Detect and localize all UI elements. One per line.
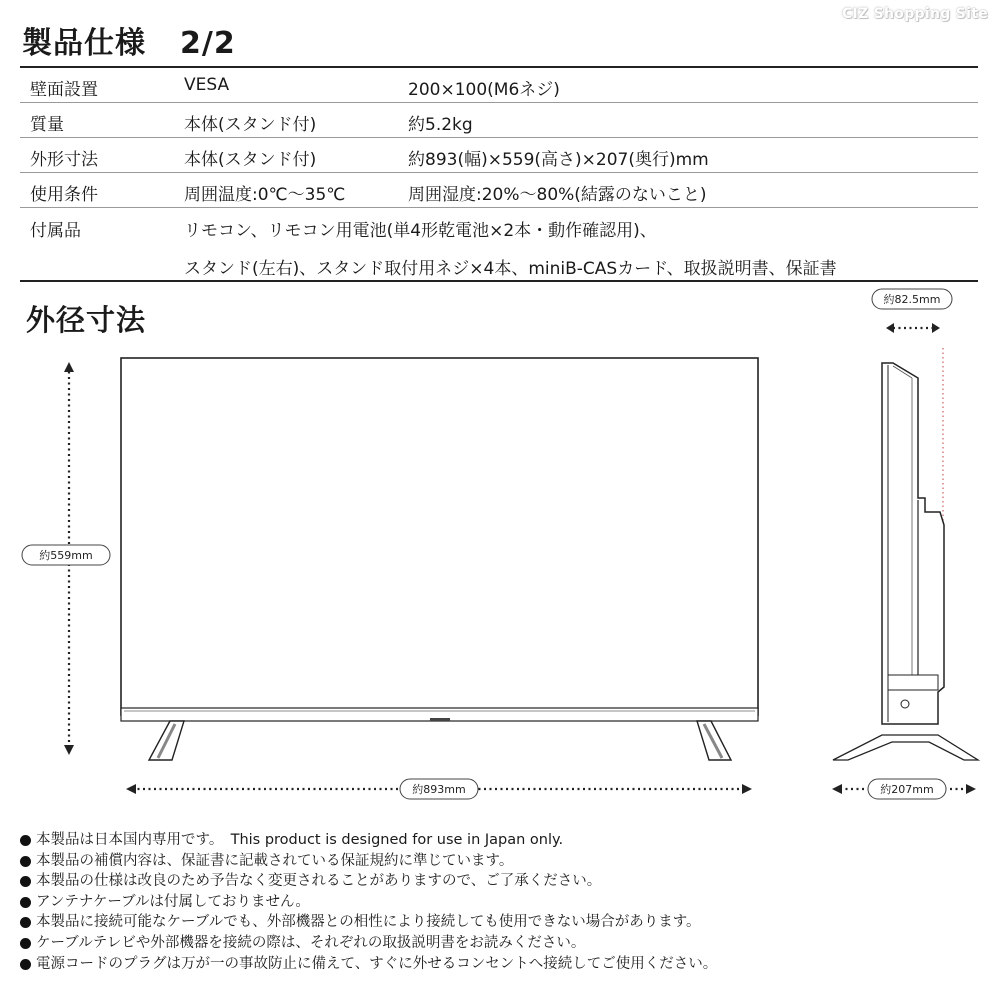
- bullet-icon: [20, 938, 31, 949]
- depth-label: 約207mm: [880, 783, 934, 796]
- spec-value: 200×100(M6ネジ): [408, 80, 560, 100]
- width-label: 約893mm: [412, 783, 466, 796]
- height-label: 約559mm: [39, 549, 93, 562]
- bullet-icon: [20, 835, 31, 846]
- bullet-icon: [20, 876, 31, 887]
- tv-side-stand: [833, 735, 978, 760]
- note-text: 本製品に接続可能なケーブルでも、外部機器との相性により接続しても使用できない場合があります。: [36, 914, 701, 931]
- note-item: [20, 954, 980, 975]
- dimensions-title: 外径寸法: [26, 303, 147, 337]
- note-text: アンテナケーブルは付属しておりません。: [36, 893, 310, 910]
- note-item: [20, 892, 980, 913]
- note-item: [20, 871, 980, 892]
- spec-value: 約893(幅)×559(高さ)×207(奥行)mm: [408, 150, 709, 170]
- spec-value: 本体(スタンド付): [184, 150, 317, 170]
- depth-dimension: [832, 779, 976, 799]
- spec-label: 壁面設置: [30, 80, 98, 100]
- spec-value: リモコン、リモコン用電池(単4形乾電池×2本・動作確認用)、: [184, 221, 657, 241]
- note-item: [20, 933, 980, 954]
- spec-page-number: 2/2: [180, 26, 236, 61]
- bullet-icon: [20, 917, 31, 928]
- spec-label: 使用条件: [30, 185, 98, 205]
- spec-value: 周囲温度:0℃〜35℃: [184, 185, 346, 205]
- spec-title-text: 製品仕様: [22, 26, 146, 61]
- site-watermark: CIZ Shopping Site: [841, 6, 988, 22]
- note-text: 本製品は日本国内専用です。 This product is designed for use in Japan only.: [36, 832, 564, 848]
- spec-value: スタンド(左右)、スタンド取付用ネジ×4本、miniB-CASカード、取扱説明書、保証書: [184, 259, 837, 279]
- spec-label: 付属品: [30, 221, 81, 241]
- tv-side-view: [833, 363, 978, 760]
- notes-list: [20, 830, 980, 974]
- spec-label: 外形寸法: [30, 150, 98, 170]
- note-text: ケーブルテレビや外部機器を接続の際は、それぞれの取扱説明書をお読みください。: [36, 934, 586, 951]
- tv-front-view: [121, 358, 758, 760]
- bullet-icon: [20, 959, 31, 970]
- thickness-label: 約82.5mm: [883, 293, 941, 306]
- spec-value: 周囲湿度:20%〜80%(結露のないこと): [408, 185, 707, 205]
- spec-value: VESA: [184, 75, 230, 95]
- spec-label: 質量: [30, 115, 64, 135]
- width-dimension: [126, 779, 752, 799]
- bullet-icon: [20, 856, 31, 867]
- height-dimension: [22, 362, 110, 755]
- note-item: [20, 912, 980, 933]
- note-item: [20, 851, 980, 872]
- note-item: [20, 830, 980, 851]
- note-text: 本製品の補償内容は、保証書に記載されている保証規約に準じています。: [36, 852, 514, 869]
- spec-value: 約5.2kg: [408, 115, 473, 135]
- note-text: 本製品の仕様は改良のため予告なく変更されることがありますので、ご了承ください。: [36, 873, 602, 890]
- spec-value: 本体(スタンド付): [184, 115, 317, 135]
- note-text: 電源コードのプラグは万が一の事故防止に備えて、すぐに外せるコンセントへ接続してご使用ください。: [36, 955, 718, 972]
- bullet-icon: [20, 897, 31, 908]
